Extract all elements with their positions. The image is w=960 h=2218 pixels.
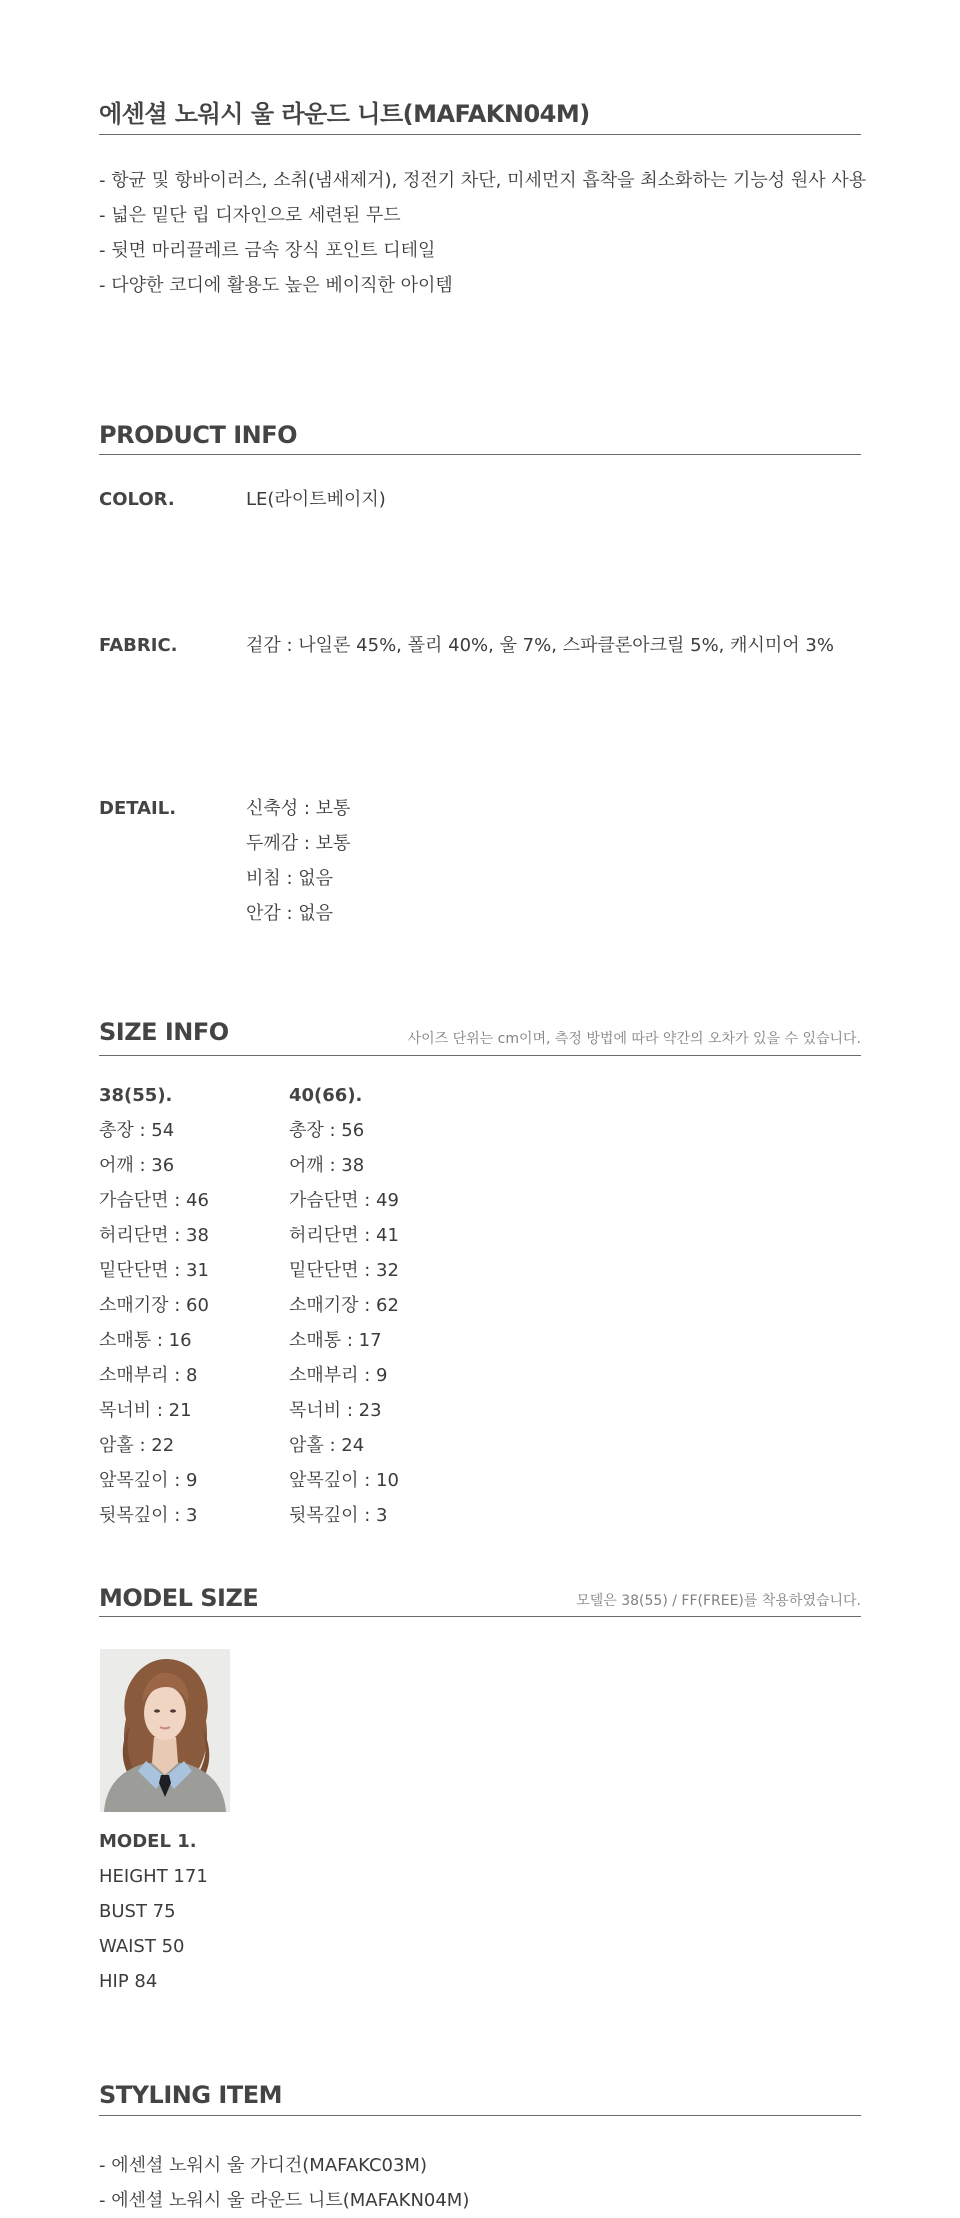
size-row: 소매기장 : 60 [99,1295,209,1316]
model-waist: WAIST 50 [99,1936,185,1957]
detail-line: 두께감 : 보통 [246,833,351,854]
size-row: 어깨 : 36 [99,1155,175,1176]
model-size-heading: MODEL SIZE [99,1584,259,1612]
model-photo-illustration [100,1649,230,1812]
size-row: 어깨 : 38 [289,1155,365,1176]
size-row: 가슴단면 : 49 [289,1190,399,1211]
size-row: 소매통 : 17 [289,1330,382,1351]
fabric-value-text: 겉감 : 나일론 45%, 폴리 40%, 울 7%, 스파클론아크릴 5%, 캐시미어 3% [246,635,834,656]
size-row: 암홀 : 22 [99,1435,175,1456]
styling-item-list [99,2148,469,2218]
detail-line: 신축성 : 보통 [246,798,351,819]
size-row: 소매통 : 16 [99,1330,192,1351]
styling-item: - 에센셜 노워시 울 가디건(MAFAKC03M) [99,2155,427,2176]
bullet-item: - 뒷면 마리끌레르 금속 장식 포인트 디테일 [99,240,436,261]
size-row: 소매기장 : 62 [289,1295,399,1316]
size-column-heading: 38(55). [99,1085,173,1106]
size-row: 밑단단면 : 31 [99,1260,209,1281]
size-row: 가슴단면 : 46 [99,1190,209,1211]
size-info-note: 사이즈 단위는 cm이며, 측정 방법에 따라 약간의 오차가 있을 수 있습니다. [407,1031,861,1047]
color-label: COLOR. [99,489,175,510]
bullet-item: - 다양한 코디에 활용도 높은 베이직한 아이템 [99,275,453,296]
color-value [246,482,386,517]
model-size-divider [99,1616,861,1617]
size-row: 소매부리 : 8 [99,1365,198,1386]
size-row: 목너비 : 21 [99,1400,192,1421]
size-row: 앞목깊이 : 10 [289,1470,399,1491]
styling-item: - 에센셜 노워시 울 라운드 니트(MAFAKN04M) [99,2190,470,2211]
fabric-label: FABRIC. [99,635,178,656]
size-row: 뒷목깊이 : 3 [99,1505,198,1526]
size-info-divider [99,1055,861,1056]
model-size-note: 모델은 38(55) / FF(FREE)를 착용하였습니다. [576,1593,861,1609]
size-info-heading: SIZE INFO [99,1018,229,1046]
size-row: 목너비 : 23 [289,1400,382,1421]
product-info-divider [99,454,861,455]
color-value-text: LE(라이트베이지) [246,489,386,510]
product-bullet-list [99,163,866,303]
size-row: 뒷목깊이 : 3 [289,1505,388,1526]
model-bust: BUST 75 [99,1901,176,1922]
detail-line: 안감 : 없음 [246,903,334,924]
styling-item-heading: STYLING ITEM [99,2081,282,2109]
model-label: MODEL 1. [99,1831,197,1852]
model-height: HEIGHT 171 [99,1866,208,1887]
size-row: 밑단단면 : 32 [289,1260,399,1281]
model-hip: HIP 84 [99,1971,158,1992]
size-row: 총장 : 54 [99,1120,175,1141]
styling-item-divider [99,2115,861,2116]
bullet-item: - 항균 및 항바이러스, 소취(냄새제거), 정전기 차단, 미세먼지 흡착을 최소화하는 기능성 원사 사용 [99,170,867,191]
size-row: 암홀 : 24 [289,1435,365,1456]
detail-label: DETAIL. [99,798,177,819]
title-divider [99,134,861,135]
size-row: 앞목깊이 : 9 [99,1470,198,1491]
size-row: 허리단면 : 41 [289,1225,399,1246]
detail-values [246,791,350,931]
product-info-heading: PRODUCT INFO [99,421,298,449]
size-column-40 [289,1078,399,1533]
model-photo [100,1649,230,1812]
bullet-item: - 넓은 밑단 립 디자인으로 세련된 무드 [99,205,401,226]
size-row: 소매부리 : 9 [289,1365,388,1386]
size-row: 허리단면 : 38 [99,1225,209,1246]
size-column-heading: 40(66). [289,1085,363,1106]
size-row: 총장 : 56 [289,1120,365,1141]
fabric-value [246,628,834,663]
product-title: 에센셜 노워시 울 라운드 니트(MAFAKN04M) [99,100,590,128]
size-column-38 [99,1078,209,1533]
detail-line: 비침 : 없음 [246,868,334,889]
model-measurements [99,1824,208,1999]
